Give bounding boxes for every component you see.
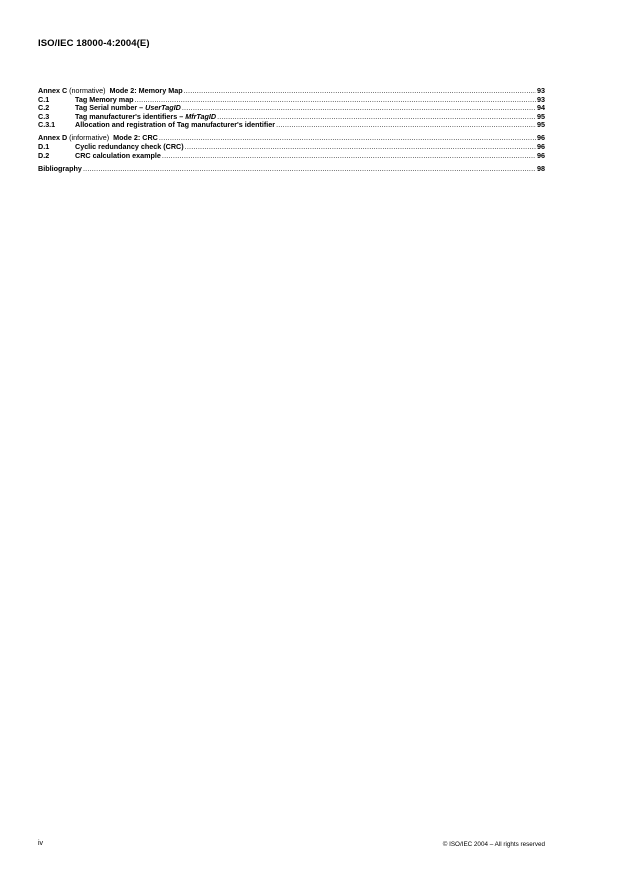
toc-entry-c3-1[interactable] bbox=[38, 121, 545, 130]
toc-clause-number: C.3 bbox=[38, 111, 50, 121]
toc-page-number: 93 bbox=[537, 86, 545, 95]
toc-clause-number: D.1 bbox=[38, 141, 50, 151]
toc-clause-title: Cyclic redundancy check (CRC) bbox=[75, 141, 184, 151]
document-header: ISO/IEC 18000-4:2004(E) bbox=[38, 38, 150, 49]
footer-copyright: © ISO/IEC 2004 – All rights reserved bbox=[442, 841, 545, 848]
toc-bibliography-title: Bibliography bbox=[38, 163, 82, 173]
toc-entry-d2[interactable] bbox=[38, 152, 545, 161]
toc-clause-number: C.2 bbox=[38, 103, 50, 113]
footer-page-number: iv bbox=[38, 840, 44, 847]
toc-clause-title: Tag manufacturer's identifiers – MfrTagID bbox=[75, 111, 217, 121]
toc-annex-heading: Annex C (normative) Mode 2: Memory Map bbox=[38, 86, 183, 95]
toc-clause-number: C.1 bbox=[38, 94, 50, 104]
toc-page-number: 95 bbox=[537, 120, 545, 130]
toc-page-number: 96 bbox=[537, 141, 545, 151]
toc-page-number: 93 bbox=[537, 94, 545, 104]
toc-page-number: 95 bbox=[537, 111, 545, 121]
toc-clause-title: CRC calculation example bbox=[75, 150, 161, 160]
dot-leader bbox=[276, 121, 536, 130]
dot-leader bbox=[182, 104, 536, 113]
dot-leader bbox=[184, 87, 536, 96]
toc-clause-title: Tag Serial number – UserTagID bbox=[75, 103, 181, 113]
toc-page-number: 94 bbox=[537, 103, 545, 113]
toc-entry-bibliography[interactable] bbox=[38, 165, 545, 174]
dot-leader bbox=[159, 134, 536, 143]
dot-leader bbox=[83, 165, 536, 174]
toc-annex-heading: Annex D (informative) Mode 2: CRC bbox=[38, 133, 158, 143]
dot-leader bbox=[162, 152, 536, 161]
table-of-contents bbox=[38, 87, 545, 173]
toc-clause-title: Allocation and registration of Tag manufacturer's identifier bbox=[75, 120, 276, 130]
dot-leader bbox=[135, 96, 536, 105]
toc-page-number: 96 bbox=[537, 150, 545, 160]
toc-clause-title: Tag Memory map bbox=[75, 94, 134, 104]
toc-clause-number: C.3.1 bbox=[38, 120, 56, 130]
toc-page-number: 96 bbox=[537, 133, 545, 143]
toc-clause-number: D.2 bbox=[38, 150, 50, 160]
dot-leader bbox=[185, 143, 536, 152]
toc-page-number: 98 bbox=[537, 163, 545, 173]
